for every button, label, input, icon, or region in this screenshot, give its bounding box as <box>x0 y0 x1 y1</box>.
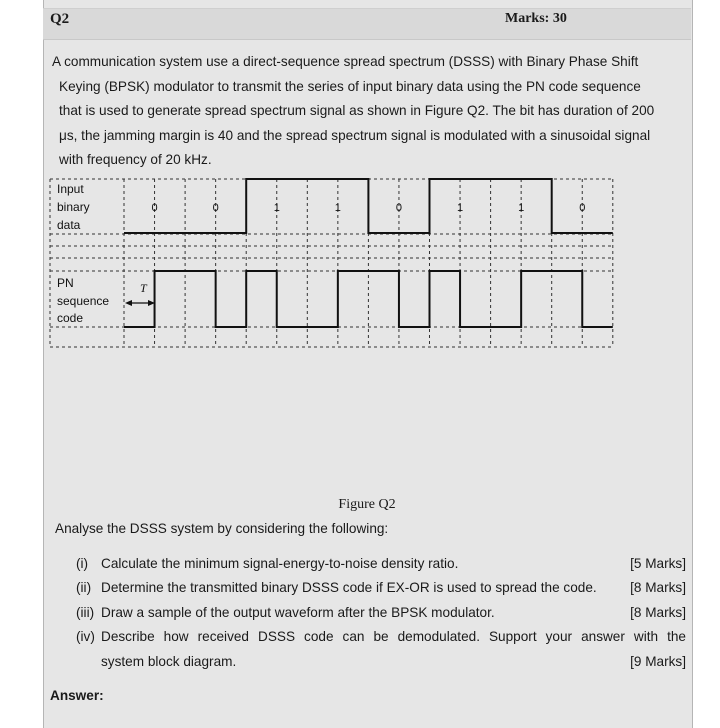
sub-question-text: Determine the transmitted binary DSSS code if EX-OR is used to spread the code. <box>101 580 597 596</box>
pn-label-line: code <box>57 311 84 325</box>
sub-question <box>76 552 686 576</box>
sub-question <box>76 576 686 600</box>
sub-question-text: Draw a sample of the output waveform after the BPSK modulator. <box>101 604 495 620</box>
pn-label-line: sequence <box>57 294 110 308</box>
pn-label-line: PN <box>57 276 74 290</box>
bit-label: 1 <box>456 202 464 214</box>
sub-question-text: system block diagram. <box>101 653 237 669</box>
chip-period-marker <box>125 281 155 306</box>
question-header-bar <box>43 8 691 40</box>
sub-question <box>76 625 686 649</box>
question-number: Q2 <box>50 11 70 27</box>
sub-question-marks: [8 Marks] <box>630 604 686 620</box>
sub-question-number: (iii) <box>76 604 95 620</box>
input-data-waveform <box>124 179 613 233</box>
sub-question <box>76 601 686 625</box>
bit-label: 1 <box>273 202 280 214</box>
sub-question-text: Describe how received DSSS code can be demodulated. Support your answer with the <box>101 629 686 645</box>
sub-question-list <box>76 552 686 674</box>
input-label-line: binary <box>57 200 90 214</box>
bit-label: 0 <box>395 202 403 214</box>
paragraph-line: μs, the jamming margin is 40 and the spread spectrum signal is modulated with a sinusoidal signal <box>59 127 651 143</box>
bit-label: 0 <box>212 202 219 214</box>
sub-question-marks: [8 Marks] <box>630 580 686 596</box>
bit-label: 1 <box>334 202 341 214</box>
period-symbol: T <box>140 281 147 295</box>
analysis-intro: Analyse the DSSS system by considering the following: <box>55 521 389 536</box>
bit-label: 0 <box>579 202 586 214</box>
sub-question-marks: [9 Marks] <box>630 653 686 669</box>
answer-label: Answer: <box>50 688 104 703</box>
bit-label: 1 <box>518 202 525 214</box>
sub-question-marks: [5 Marks] <box>630 556 686 571</box>
paragraph-line: that is used to generate spread spectrum signal as shown in Figure Q2. The bit has duration of 200 <box>59 103 655 119</box>
period-arrow-left-head <box>125 300 132 306</box>
sub-question-number: (ii) <box>76 580 92 596</box>
input-label-line: data <box>57 218 81 232</box>
paragraph-line: with frequency of 20 kHz. <box>59 152 212 168</box>
paragraph-line: A communication system use a direct-sequence spread spectrum (DSSS) with Binary Phase Shift <box>52 54 639 69</box>
total-marks: Marks: 30 <box>505 11 567 26</box>
question-paragraph <box>52 50 686 173</box>
sub-question-text: Calculate the minimum signal-energy-to-noise density ratio. <box>101 556 459 571</box>
sub-question <box>76 650 686 674</box>
sub-question-number: (i) <box>76 556 89 571</box>
paragraph-line: Keying (BPSK) modulator to transmit the series of input binary data using the PN code sequence <box>59 78 641 94</box>
bit-label: 0 <box>151 202 158 214</box>
input-label-line: Input <box>57 182 84 196</box>
figure-q2-diagram <box>0 170 720 360</box>
sub-question-number: (iv) <box>76 629 95 645</box>
figure-caption: Figure Q2 <box>338 497 396 512</box>
